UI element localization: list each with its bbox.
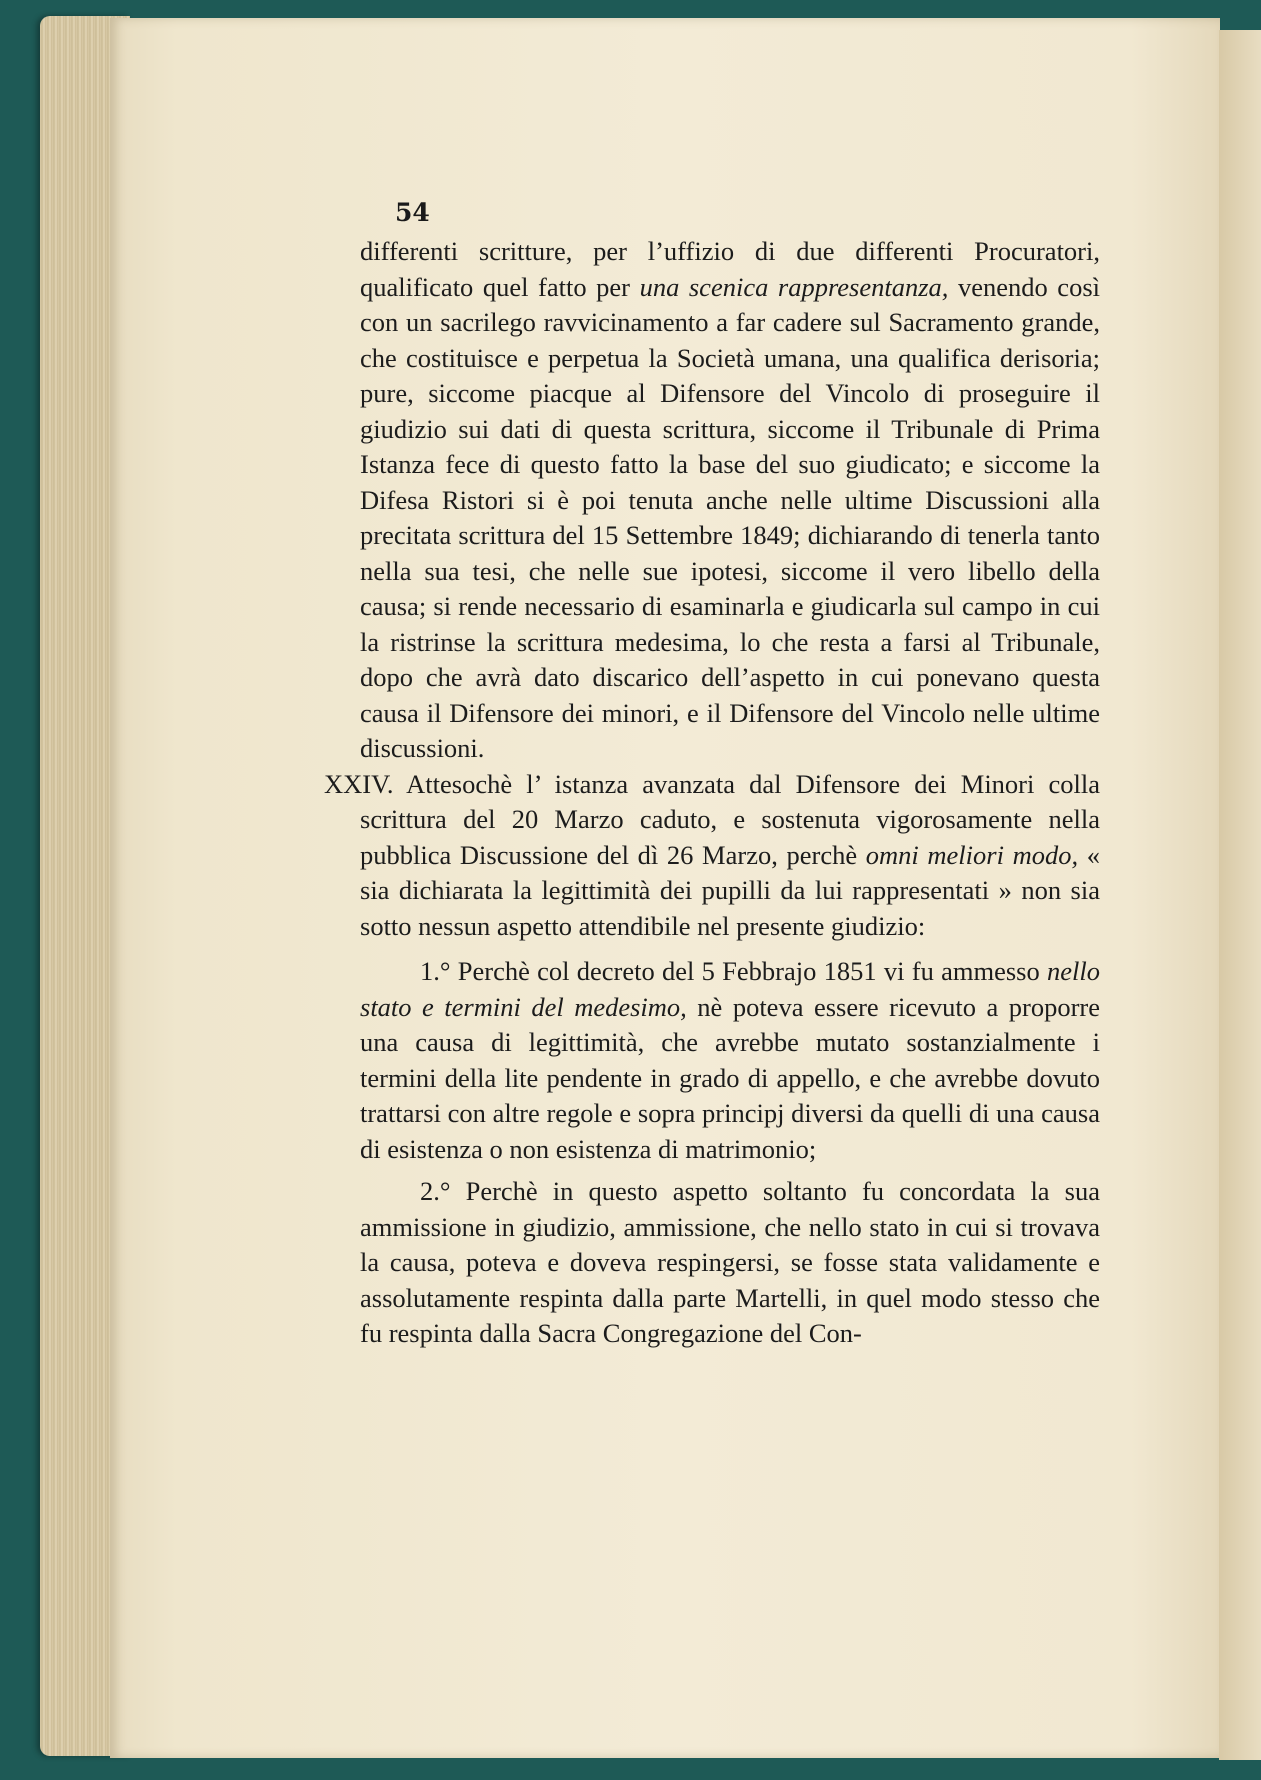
point-text-2: nè poteva essere ricevuto a proporre una causa di legittimità, che avrebbe mutato sostanzialmente i termini della lite pendente in grado di appello, e che avrebbe dovuto trattarsi con altre regole e sopra principj diversi da quelli di una causa di esistenza o non esistenza di matrimonio; xyxy=(360,991,1100,1164)
section-paragraph xyxy=(324,767,1101,945)
intro-text-2: venendo così con un sacrilego ravvicinamento a far cadere sul Sacramento grande, che costituisce e perpetua la Società umana, una qualifica derisoria; pure, siccome piacque al Difensore del Vincolo di proseguire il giudizio sui dati di questa scrittura, siccome il Tribunale di Prima Istanza fece di questo fatto la base del suo giudicato; e siccome la Difesa Ristori si è poi tenuta anche nelle ultime Discussioni alla precitata scrittura del 15 Settembre 1849; dichiarando di tenerla tanto nella sua tesi, che nelle sue ipotesi, siccome il vero libello della causa; si rende necessario di esaminarla e giudicarla sul campo in cui la ristrinse la scrittura medesima, lo che resta a farsi al Tribunale, dopo che avrà dato discarico dell’aspetto in cui ponevano questa causa il Difensore dei minori, e il Difensore del Vincolo nelle ultime discussioni. xyxy=(360,271,1100,763)
intro-paragraph xyxy=(360,234,1100,767)
section-italic: omni meliori modo, xyxy=(865,839,1079,870)
point-text-1: Perchè in questo aspetto soltanto fu concordata la sua ammissione in giudizio, ammissione, che nello stato in cui si trovava la causa, poteva e doveva respingersi, se fosse stata validamente e assolutamente respinta dalla parte Martelli, in quel modo stesso che fu respinta dalla Sacra Congregazione del Con- xyxy=(360,1176,1100,1348)
section-label: XXIV. xyxy=(324,768,394,799)
intro-italic: una scenica rappresentanza, xyxy=(639,271,949,302)
page-body xyxy=(324,234,1101,1359)
point-number: 1.° xyxy=(420,956,451,986)
point-italic: nello stato e termini del medesimo, xyxy=(360,956,1100,1022)
page-number: 54 xyxy=(395,198,430,227)
section-text-1: Attesochè l’ istanza avanzata dal Difensore dei Minori colla scrittura del 20 Marzo caduto, e sostenuta vigorosamente nella pubblica Discussione del dì 26 Marzo, perchè xyxy=(360,768,1100,870)
point-item xyxy=(360,954,1100,1167)
point-text-1: Perchè col decreto del 5 Febbrajo 1851 vi fu ammesso xyxy=(450,956,1047,986)
intro-text-1: differenti scritture, per l’uffizio di due differenti Procuratori, qualificato quel fatto per xyxy=(360,236,1100,302)
point-item xyxy=(360,1174,1100,1352)
points-list xyxy=(360,954,1100,1352)
next-page-edge xyxy=(1219,30,1261,1760)
point-number: 2.° xyxy=(420,1176,451,1206)
section-text-2: « sia dichiarata la legittimità dei pupilli da lui rappresentati » non sia sotto nessun aspetto attendibile nel presente giudizio: xyxy=(360,839,1101,941)
